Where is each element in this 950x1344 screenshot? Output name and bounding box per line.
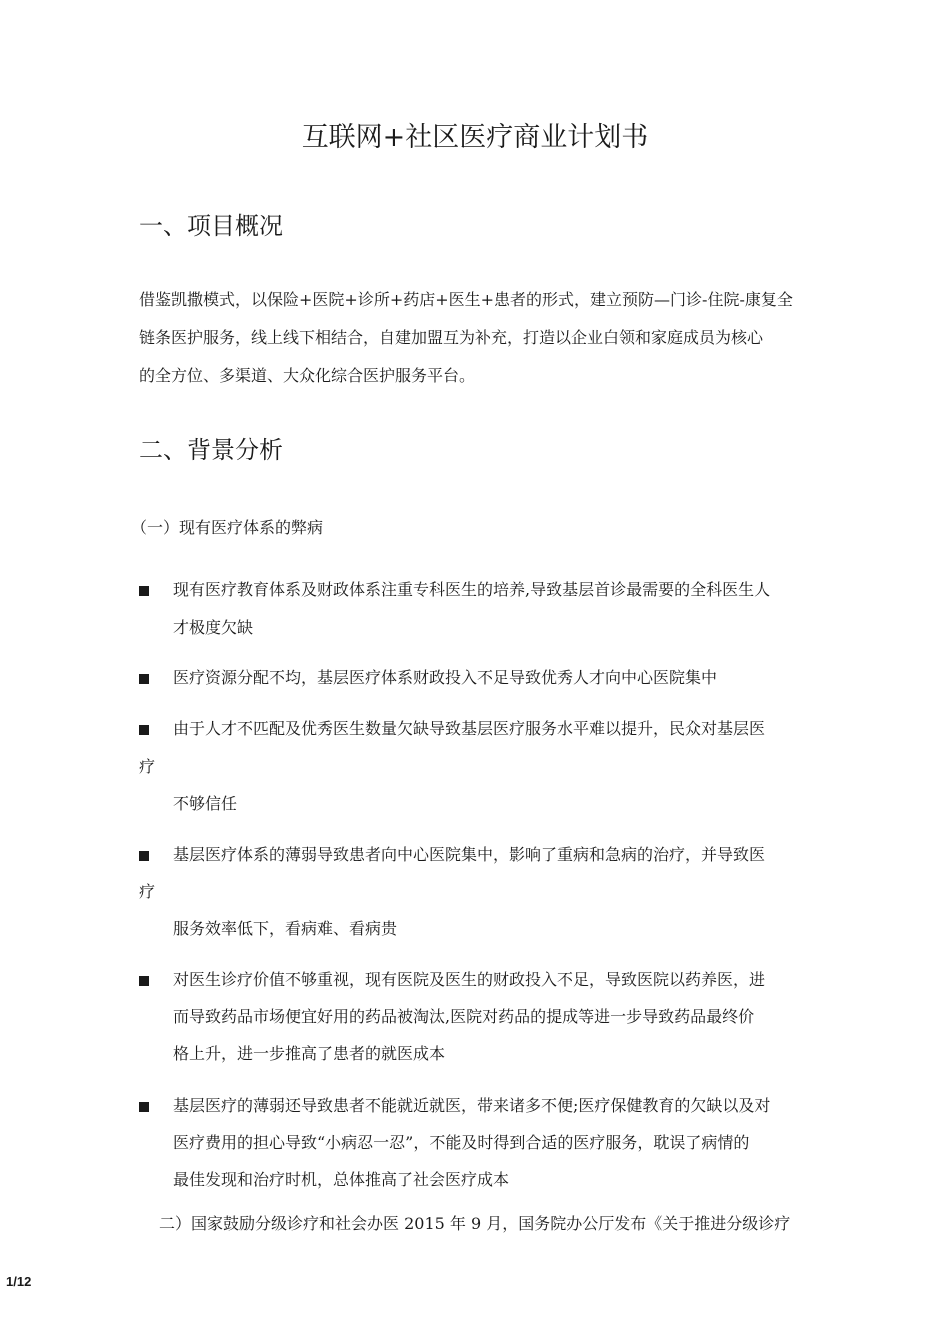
overview-line-3: 的全方位、多渠道、大众化综合医护服务平台。 xyxy=(139,366,476,385)
bullet-6-line-3: 最佳发现和治疗时机，总体推高了社会医疗成本 xyxy=(173,1170,510,1189)
overview-line-2: 链条医护服务，线上线下相结合，自建加盟互为补充，打造以企业白领和家庭成员为核心 xyxy=(139,328,764,347)
bullet-1-line-2: 才极度欠缺 xyxy=(173,618,254,637)
document-title: 互联网+社区医疗商业计划书 xyxy=(301,122,649,153)
bullet-6-line-2: 医疗费用的担心导致“小病忍一忍”，不能及时得到合适的医疗服务，耽误了病情的 xyxy=(173,1133,750,1152)
bullet-marker xyxy=(139,976,149,986)
overview-line-1: 借鉴凯撒模式，以保险+医院+诊所+药店+医生+患者的形式，建立预防—门诊-住院-康复全 xyxy=(139,290,793,309)
bullet-5-line-3: 格上升，进一步推高了患者的就医成本 xyxy=(173,1044,446,1063)
bullet-marker xyxy=(139,586,149,596)
bullet-marker xyxy=(139,851,149,861)
bullet-3-line-1: 由于人才不匹配及优秀医生数量欠缺导致基层医疗服务水平难以提升，民众对基层医 xyxy=(173,719,766,738)
bullet-6-line-1: 基层医疗的薄弱还导致患者不能就近就医，带来诸多不便;医疗保健教育的欠缺以及对 xyxy=(173,1096,771,1115)
bullet-5-line-2: 而导致药品市场便宜好用的药品被淘汰,医院对药品的提成等进一步导致药品最终价 xyxy=(173,1007,755,1026)
subsection-heading-2: 二）国家鼓励分级诊疗和社会办医 2015 年 9 月，国务院办公厅发布《关于推进分级诊疗 xyxy=(159,1214,791,1233)
bullet-4-wrap: 疗 xyxy=(139,882,156,901)
bullet-5-line-1: 对医生诊疗价值不够重视，现有医院及医生的财政投入不足，导致医院以药养医，进 xyxy=(173,970,766,989)
bullet-marker xyxy=(139,725,149,735)
section-heading-background: 二、背景分析 xyxy=(139,436,283,464)
bullet-2-line-1: 医疗资源分配不均，基层医疗体系财政投入不足导致优秀人才向中心医院集中 xyxy=(173,668,718,687)
bullet-4-continuation: 服务效率低下，看病难、看病贵 xyxy=(173,919,398,938)
bullet-3-continuation: 不够信任 xyxy=(173,794,238,813)
bullet-3-wrap: 疗 xyxy=(139,757,156,776)
subsection-heading-1: （一）现有医疗体系的弊病 xyxy=(131,518,324,537)
bullet-4-line-1: 基层医疗体系的薄弱导致患者向中心医院集中，影响了重病和急病的治疗，并导致医 xyxy=(173,845,766,864)
section-heading-overview: 一、项目概况 xyxy=(139,212,283,240)
bullet-1-line-1: 现有医疗教育体系及财政体系注重专科医生的培养,导致基层首诊最需要的全科医生人 xyxy=(173,580,771,599)
bullet-marker xyxy=(139,674,149,684)
page-indicator: 1/12 xyxy=(6,1274,32,1289)
bullet-marker xyxy=(139,1102,149,1112)
